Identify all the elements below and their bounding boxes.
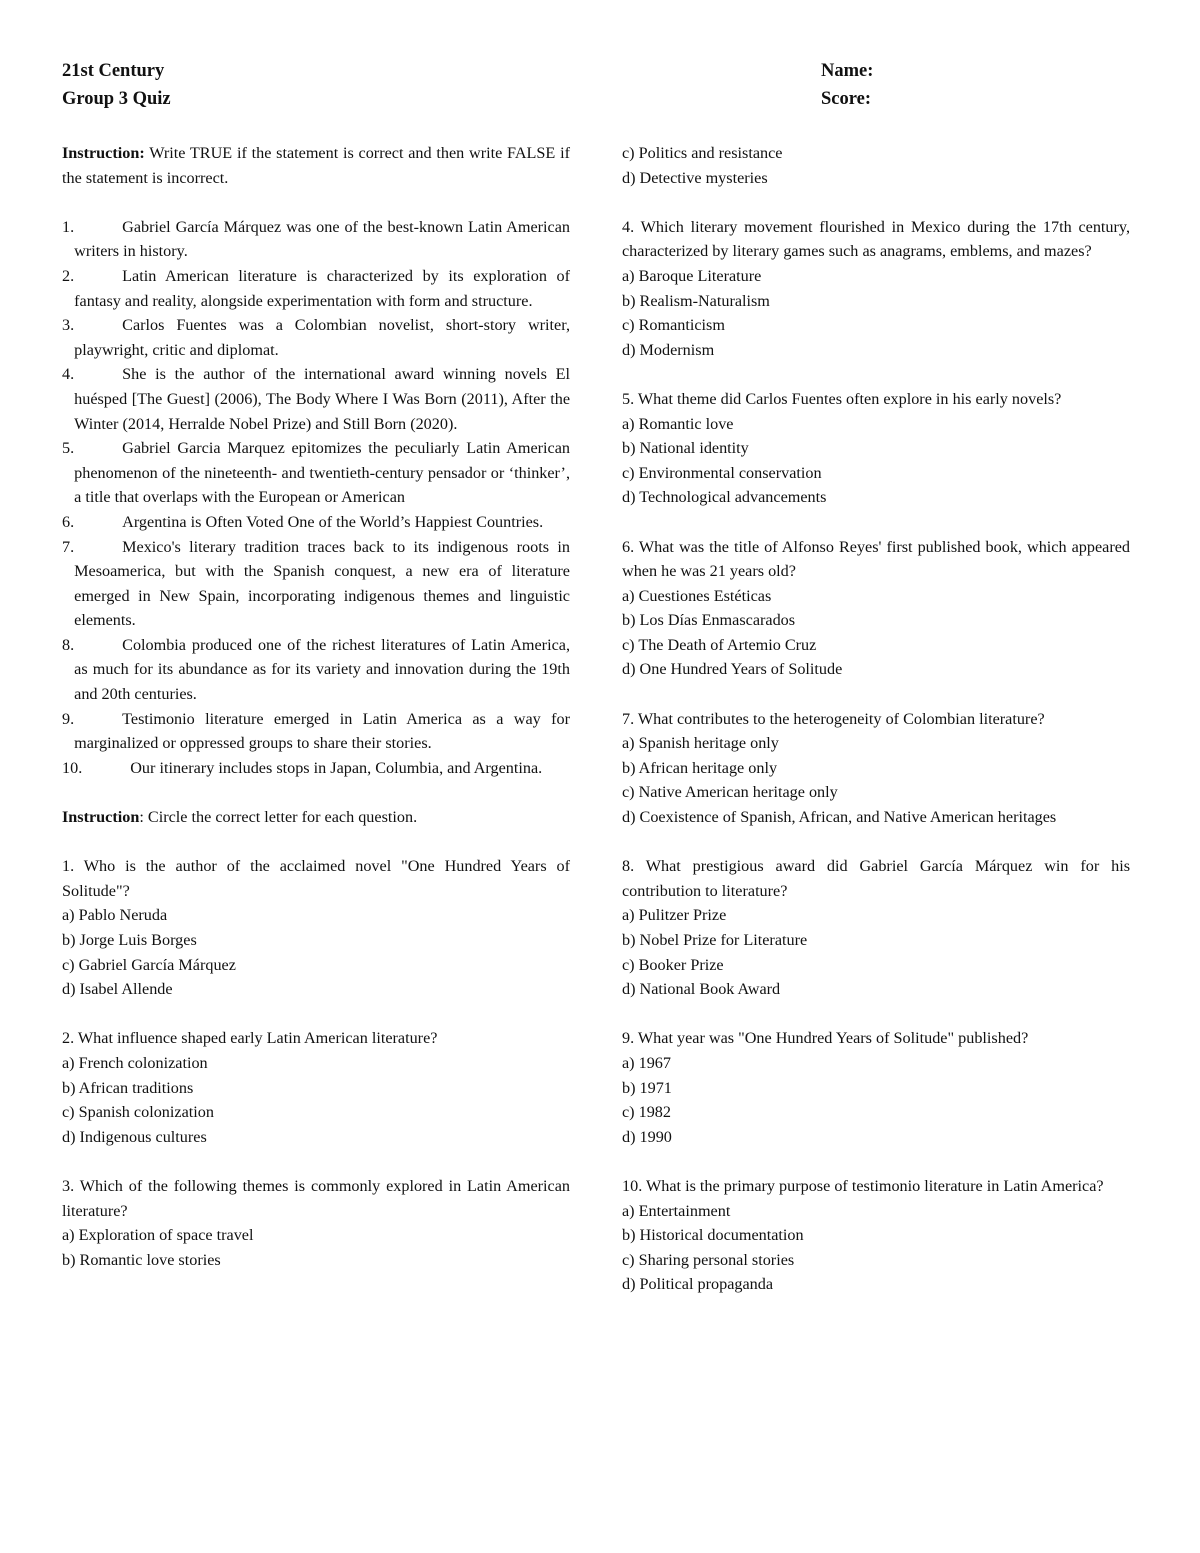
answer-option[interactable]: d) Isabel Allende — [62, 980, 173, 999]
answer-option[interactable]: c) Spanish colonization — [62, 1103, 214, 1122]
question-text: 2. What influence shaped early Latin American literature? — [62, 1029, 438, 1048]
answer-option[interactable]: a) Entertainment — [622, 1201, 731, 1220]
statement-item — [62, 436, 570, 510]
left-column — [62, 141, 570, 1272]
statement-text: Our itinerary includes stops in Japan, Columbia, and Argentina. — [130, 758, 543, 777]
answer-option[interactable]: b) Jorge Luis Borges — [62, 931, 197, 949]
question-text: 7. What contributes to the heterogeneity of Colombian literature? — [622, 709, 1045, 728]
question-text: 4. Which literary movement flourished in Mexico during the 17th century, characterized by literary games such as anagrams, emblems, and mazes? — [622, 217, 1130, 261]
statement-number: 10. — [62, 758, 83, 777]
statement-text: Mexico's literary tradition traces back to its indigenous roots in Mesoamerica, but with the Spanish conquest, a new era of literature emerged in New Spain, incorporating indigenous themes and linguistic elements. — [74, 537, 570, 630]
statement-item — [62, 215, 570, 264]
answer-option[interactable]: c) 1982 — [622, 1103, 671, 1122]
statement-number: 7. — [62, 537, 75, 556]
statement-number: 2. — [62, 266, 75, 285]
question-block — [622, 707, 1130, 830]
question-block — [622, 854, 1130, 1002]
question-text: 9. What year was "One Hundred Years of Solitude" published? — [622, 1029, 1029, 1048]
answer-option[interactable]: d) Indigenous cultures — [62, 1127, 207, 1146]
answer-option[interactable]: c) Romanticism — [622, 316, 725, 335]
answer-option[interactable]: a) Pulitzer Prize — [622, 906, 727, 925]
answer-option[interactable]: a) Baroque Literature — [622, 266, 762, 285]
answer-option[interactable]: b) 1971 — [622, 1078, 672, 1097]
statement-item — [62, 535, 570, 633]
answer-option[interactable]: c) Sharing personal stories — [622, 1250, 795, 1269]
answer-option[interactable]: a) Exploration of space travel — [62, 1226, 254, 1245]
answer-option[interactable]: a) Romantic love — [622, 414, 734, 433]
answer-option[interactable]: d) Political propaganda — [622, 1275, 774, 1294]
answer-option[interactable]: c) Native American heritage only — [622, 783, 838, 802]
instruction-label: Instruction — [62, 808, 140, 827]
question-block — [62, 1026, 570, 1149]
answer-option[interactable]: d) Technological advancements — [622, 488, 827, 507]
course-title: 21st Century — [62, 61, 165, 81]
answer-option[interactable]: c) Politics and resistance — [622, 144, 783, 162]
statement-number: 1. — [62, 217, 75, 236]
statement-item — [62, 633, 570, 707]
question-block-continued — [622, 141, 1130, 190]
question-block — [622, 535, 1130, 683]
answer-option[interactable]: b) African heritage only — [622, 758, 778, 777]
statement-number: 4. — [62, 365, 75, 384]
statement-item — [62, 707, 570, 756]
question-block — [622, 215, 1130, 363]
instruction-label: Instruction: — [62, 144, 145, 162]
answer-option[interactable]: c) Gabriel García Márquez — [62, 955, 236, 974]
statement-text: Gabriel García Márquez was one of the best-known Latin American writers in history. — [74, 217, 570, 261]
statement-number: 8. — [62, 635, 75, 654]
question-block — [622, 1026, 1130, 1149]
question-text: 8. What prestigious award did Gabriel García Márquez win for his contribution to literature? — [622, 857, 1130, 900]
answer-option[interactable]: a) French colonization — [62, 1053, 208, 1072]
statement-text: Argentina is Often Voted One of the World’s Happiest Countries. — [122, 512, 544, 531]
name-label: Name: — [821, 61, 874, 81]
statement-number: 3. — [62, 316, 75, 335]
answer-option[interactable]: b) African traditions — [62, 1078, 194, 1097]
statement-number: 5. — [62, 439, 75, 458]
answer-option[interactable]: b) Los Días Enmascarados — [622, 611, 796, 630]
statement-text: Colombia produced one of the richest literatures of Latin America, as much for its abundance as for its variety and innovation during the 19th and 20th centuries. — [74, 635, 570, 704]
statement-number: 9. — [62, 709, 75, 728]
question-block — [622, 1174, 1130, 1297]
question-text: 3. Which of the following themes is commonly explored in Latin American literature? — [62, 1176, 570, 1220]
statement-item — [62, 510, 570, 535]
answer-option[interactable]: c) The Death of Artemio Cruz — [622, 635, 817, 654]
statement-text: Latin American literature is characterized by its exploration of fantasy and reality, alongside experimentation with form and structure. — [74, 266, 570, 310]
answer-option[interactable]: a) Cuestiones Estéticas — [622, 586, 772, 605]
answer-option[interactable]: d) National Book Award — [622, 980, 781, 999]
multiple-choice-instruction — [62, 805, 570, 830]
question-text: 5. What theme did Carlos Fuentes often explore in his early novels? — [622, 389, 1062, 408]
answer-option[interactable]: d) One Hundred Years of Solitude — [622, 660, 843, 679]
answer-option[interactable]: c) Booker Prize — [622, 955, 724, 974]
header-left — [62, 57, 171, 113]
answer-option[interactable]: b) Nobel Prize for Literature — [622, 931, 808, 949]
statement-text: Gabriel Garcia Marquez epitomizes the peculiarly Latin American phenomenon of the nineteenth- and twentieth-century pensador or ‘thinker’, a title that overlaps with the European or American — [74, 439, 570, 507]
right-column — [622, 141, 1130, 1297]
question-block — [62, 854, 570, 1002]
answer-option[interactable]: a) Pablo Neruda — [62, 906, 168, 925]
question-block — [62, 1174, 570, 1272]
statement-number: 6. — [62, 512, 75, 531]
answer-option[interactable]: a) Spanish heritage only — [622, 734, 779, 753]
answer-option[interactable]: a) 1967 — [622, 1053, 671, 1072]
instruction-text: : Circle the correct letter for each question. — [139, 808, 418, 827]
answer-option[interactable]: b) Historical documentation — [622, 1226, 804, 1245]
question-text: 1. Who is the author of the acclaimed novel "One Hundred Years of Solitude"? — [62, 857, 570, 900]
quiz-title: Group 3 Quiz — [62, 89, 171, 109]
statement-item — [62, 313, 570, 362]
statement-item — [62, 362, 570, 436]
answer-option[interactable]: b) Romantic love stories — [62, 1250, 221, 1269]
answer-option[interactable]: b) Realism-Naturalism — [622, 291, 770, 310]
answer-option[interactable]: d) 1990 — [622, 1127, 672, 1146]
question-text: 10. What is the primary purpose of testimonio literature in Latin America? — [622, 1176, 1104, 1195]
instruction-text: Write TRUE if the statement is correct and then write FALSE if the statement is incorrect. — [62, 144, 570, 187]
statement-item — [62, 756, 570, 781]
answer-option[interactable]: c) Environmental conservation — [622, 463, 822, 482]
header-right — [821, 57, 873, 113]
statement-text: She is the author of the international award winning novels El huésped [The Guest] (2006), The Body Where I Was Born (2011), After the Winter (2014, Herralde Nobel Prize) and Still Born (2020). — [74, 365, 570, 433]
question-text: 6. What was the title of Alfonso Reyes' first published book, which appeared when he was 21 years old? — [622, 537, 1130, 581]
statement-text: Testimonio literature emerged in Latin America as a way for marginalized or oppressed groups to share their stories. — [74, 709, 570, 753]
statement-text: Carlos Fuentes was a Colombian novelist, short-story writer, playwright, critic and diplomat. — [74, 316, 570, 359]
true-false-instruction — [62, 141, 570, 190]
question-block — [622, 387, 1130, 510]
answer-option[interactable]: d) Coexistence of Spanish, African, and Native American heritages — [622, 808, 1057, 827]
answer-option[interactable]: d) Detective mysteries — [622, 168, 768, 187]
answer-option[interactable]: b) National identity — [622, 439, 749, 458]
statement-item — [62, 264, 570, 313]
score-label: Score: — [821, 89, 871, 109]
answer-option[interactable]: d) Modernism — [622, 340, 715, 359]
